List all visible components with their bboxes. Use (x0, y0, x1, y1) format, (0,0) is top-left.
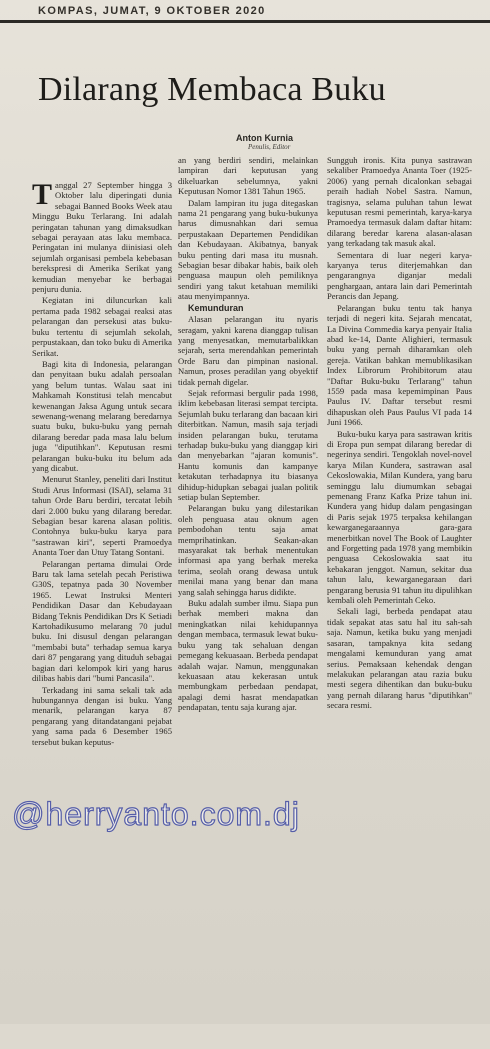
paragraph: Sungguh ironis. Kita punya sastrawan sekaliber Pramoedya Ananta Toer (1925-2006) yang pernah dicalonkan sebagai peraih hadiah Nobel Sastra. Namun, tragisnya, selama puluhan tahun lewat keputusan resmi pemerintah, karya-karya Pramoedya termasuk dalam daftar hitam: dilarang beredar karena alasan-alasan yang terkadang tak masuk akal. (327, 155, 472, 249)
watermark-text: @herryanto.com.dj (12, 796, 300, 832)
paragraph-text: anggal 27 September hingga 3 Oktober lalu diperingati dunia sebagai Banned Books Week atau Minggu Buku Terlarang. Ini adalah peringatan tahunan yang dimaksudkan sebagai perayaan atas laku membaca. Peringatan ini mulanya diinisiasi oleh sejumlah organisasi pembela kebebasan berekspresi di Amerika Serikat yang kemudian menyebar ke berbagai penjuru dunia. (32, 180, 172, 295)
paragraph: Buku adalah sumber ilmu. Siapa pun berhak memberi makna dan meningkatkan nilai kehidupannya dengan membaca, termasuk lewat buku-buku yang tak sehaluan dengan pemegang kekuasaan. Berbeda pendapat adalah wajar. Namun, menggunakan kekuasaan atau kekerasan untuk membungkam perbedaan pendapat, apalagi demi hasrat mendapatkan pendapatan, tentu saja kurang ajar. (178, 598, 318, 713)
paragraph: Menurut Stanley, peneliti dari Institut Studi Arus Informasi (ISAI), selama 31 tahun Orde Baru berdiri, tercatat lebih dari 2.000 buku yang dilarang beredar. Sebagian besar karena alasan politis. Contohnya buku-buku karya para "sastrawan kiri", seperti Pramoedya Ananta Toer dan Utuy Tatang Sontani. (32, 474, 172, 558)
paragraph: Sekali lagi, berbeda pendapat atau tidak sepakat atas satu hal itu sah-sah saja. Namun, ketika buku yang menjadi sasaran, tampaknya kita sedang mengalami kemunduran yang amat serius. Pemaksaan kehendak dengan melakukan pelarangan atau razia buku mesti segera dihentikan dan buku-buku yang pernah dilarang harus "diputihkan" secara resmi. (327, 606, 472, 711)
paragraph: Pelarangan buku yang dilestarikan oleh penguasa atau oknum agen pembodohan tentu saja amat memprihatinkan. Seakan-akan masyarakat tak berhak menentukan informasi apa yang berhak mereka terima, seolah orang dewasa untuk menilai mana yang benar dan mana yang salah sehingga harus didikte. (178, 503, 318, 597)
paragraph: Pelarangan buku tentu tak hanya terjadi di negeri kita. Sejarah mencatat, La Divina Commedia karya penyair Italia abad ke-14, Dante Alighieri, termasuk buku yang pernah diharamkan oleh gereja. Vatikan bahkan memublikasikan Index Librorum Prohibitorum atau "Daftar Buku-buku Terlarang" tahun 1559 pada masa kepemimpinan Paus Paulus IV. Daftar tersebut resmi dihapuskan oleh Paus Paulus VI pada 14 Juni 1966. (327, 302, 472, 428)
article-column-1 (32, 180, 172, 1049)
article-column-2 (178, 155, 318, 1024)
paragraph: Dalam lampiran itu juga ditegaskan nama 21 pengarang yang buku-bukunya harus dimusnahkan dari semua perpustakaan Departemen Pendidikan dan Kebudayaan. Akibatnya, banyak buku penting dari masa itu musnah. Sebagian besar dibakar habis, baik oleh penguasa maupun oleh pemiliknya sendiri yang takut ketahuan memiliki atau menyimpannya. (178, 197, 318, 302)
paragraph: Alasan pelarangan itu nyaris seragam, yakni karena dianggap tulisan yang menyesatkan, memutarbalikkan sejarah, serta merendahkan pemerintah Orde Baru dan pimpinan nasional. Namun, proses peradilan yang obyektif tidak pernah digelar. (178, 314, 318, 387)
drop-cap: T (32, 180, 53, 211)
article-column-3 (327, 155, 472, 1024)
author-name: Anton Kurnia (236, 133, 293, 143)
paragraph: Sejak reformasi bergulir pada 1998, iklim kebebasan literasi sempat tercipta. Sejumlah buku terlarang dan bacaan kiri diterbitkan. Namun, masih saja terjadi insiden pelarangan buku, terutama terhadap buku-buku yang dianggap kiri dan menyebarkan "ajaran komunis". Hantu komunis dan kampanye ketakutan terhadapnya itu biasanya dihidup-hidupkan sebagai jualan politik setiap bulan September. (178, 387, 318, 502)
author-role: Penulis, Editor (248, 143, 291, 151)
paragraph (32, 180, 172, 294)
subheading: Kemunduran (188, 302, 244, 313)
headline: Dilarang Membaca Buku (38, 71, 386, 108)
masthead: KOMPAS, JUMAT, 9 OKTOBER 2020 (38, 5, 266, 17)
paragraph: Terkadang ini sama sekali tak ada hubungannya dengan isi buku. Yang menarik, pelarangan karya 87 pengarang yang ditandatangani pejabat yang sama pada 6 Desember 1965 tersebut bukan keputus- (32, 684, 172, 747)
masthead-rule (0, 20, 490, 23)
paragraph: Bagi kita di Indonesia, pelarangan dan penyitaan buku adalah persoalan yang belum tuntas. Walau saat ini Mahkamah Konstitusi telah mencabut kewenangan Jaksa Agung untuk secara sewenang-wenang melarang beredarnya suatu buku, buku-buku yang pernah dilarang beredar pada masa lalu belum juga "diputihkan". Keputusan resmi pelarangan buku-buku itu belum ada yang dicabut. (32, 358, 172, 473)
paragraph: Kegiatan ini diluncurkan kali pertama pada 1982 sebagai reaksi atas pelarangan dan persekusi atas buku-buku tertentu di sejumlah sekolah, perpustakaan, dan toko buku di Amerika Serikat. (32, 295, 172, 358)
paragraph: Buku-buku karya para sastrawan kritis di Eropa pun sempat dilarang beredar di negerinya sendiri. Tengoklah novel-novel karya Milan Kundera, sastrawan asal Cekoslowakia, Milan Kundera, yang baru seminggu lalu diumumkan sebagai pemenang Franz Kafka Prize tahun ini. Kundera yang hidup dalam pengasingan di Paris sejak 1975 terpaksa kehilangan kewarganegaraannya gara-gara menerbitkan novel The Book of Laughter and Forgetting pada 1978 yang membikin penguasa Cekoslowakia saat itu kebakaran jenggot. Namun, sekitar dua tahun lalu, kewarganegaraan dari pengarang berusia 91 tahun itu dipulihkan kembali oleh Pemerintah Ceko. (327, 428, 472, 606)
paragraph: an yang berdiri sendiri, melainkan lampiran dari keputusan yang dikeluarkan sebelumnya, yakni Keputusan Nomor 1381 Tahun 1965. (178, 155, 318, 197)
paragraph: Pelarangan pertama dimulai Orde Baru tak lama setelah pecah Peristiwa G30S, tepatnya pada 30 November 1965. Lewat Instruksi Menteri Pendidikan Dasar dan Kebudayaan Bidang Teknis Pendidikan Drs K Setiadi Kartohadikusumo melarang 70 judul buku. Ini disusul dengan pelarangan "membabi buta" terhadap semua karya dari 87 pengarang yang dituduh sebagai bagian dari kelompok kiri yang harus dilibas habis dari "bumi Pancasila". (32, 558, 172, 684)
paragraph: Sementara di luar negeri karya-karyanya terus diterjemahkan dan pengarangnya diganjar medali penghargaan, antara lain dari Pemerintah Perancis dan Jepang. (327, 249, 472, 302)
